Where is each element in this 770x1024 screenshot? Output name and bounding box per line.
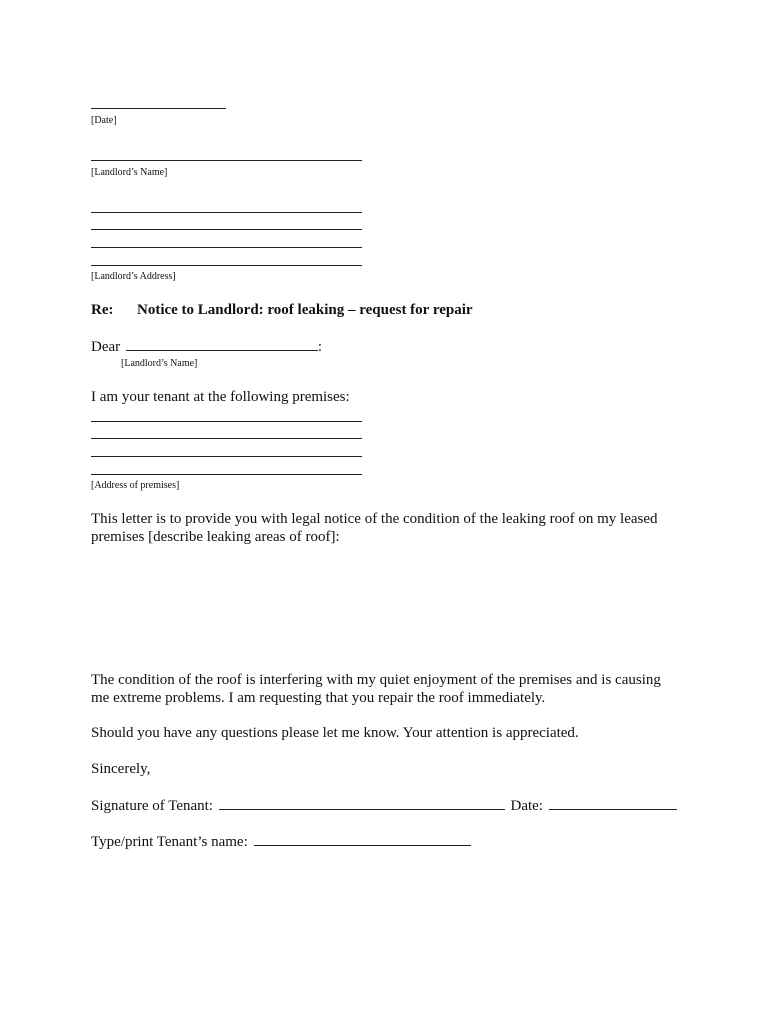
premises-line-1[interactable] bbox=[91, 421, 362, 422]
landlord-name-blank-line[interactable] bbox=[91, 160, 362, 161]
premises-intro: I am your tenant at the following premises: bbox=[91, 389, 350, 405]
premises-line-3[interactable] bbox=[91, 456, 362, 457]
closing-sincerely: Sincerely, bbox=[91, 761, 151, 777]
signature-blank[interactable] bbox=[219, 796, 505, 810]
paragraph-1-line-1: This letter is to provide you with legal notice of the condition of the leaking roof on my leased bbox=[91, 511, 658, 527]
landlord-address-line-4[interactable] bbox=[91, 265, 362, 266]
premises-caption: [Address of premises] bbox=[91, 480, 180, 491]
salutation-word: Dear bbox=[91, 339, 121, 355]
landlord-name-caption: [Landlord’s Name] bbox=[91, 167, 168, 178]
signature-date-blank[interactable] bbox=[549, 796, 677, 810]
signature-row bbox=[91, 796, 677, 816]
premises-line-4[interactable] bbox=[91, 474, 362, 475]
print-name-blank[interactable] bbox=[254, 832, 471, 846]
print-name-row bbox=[91, 832, 471, 852]
date-caption: [Date] bbox=[91, 115, 117, 126]
subject-text: Notice to Landlord: roof leaking – request for repair bbox=[137, 302, 473, 318]
premises-line-2[interactable] bbox=[91, 438, 362, 439]
signature-label: Signature of Tenant: bbox=[91, 798, 213, 814]
subject-prefix: Re: bbox=[91, 302, 114, 318]
paragraph-2-line-1: The condition of the roof is interfering with my quiet enjoyment of the premises and is causing bbox=[91, 672, 661, 688]
landlord-address-line-1[interactable] bbox=[91, 212, 362, 213]
signature-date-label: Date: bbox=[510, 798, 543, 814]
paragraph-2-line-2: me extreme problems. I am requesting that you repair the roof immediately. bbox=[91, 690, 546, 706]
landlord-address-line-3[interactable] bbox=[91, 247, 362, 248]
landlord-address-caption: [Landlord’s Address] bbox=[91, 271, 176, 282]
salutation-caption: [Landlord’s Name] bbox=[121, 358, 198, 369]
paragraph-1-line-2: premises [describe leaking areas of roof]: bbox=[91, 529, 340, 545]
salutation-name-blank[interactable] bbox=[126, 337, 318, 351]
salutation bbox=[91, 337, 322, 357]
salutation-colon: : bbox=[317, 339, 323, 355]
date-blank-line[interactable] bbox=[91, 108, 226, 109]
landlord-address-line-2[interactable] bbox=[91, 229, 362, 230]
paragraph-3: Should you have any questions please let me know. Your attention is appreciated. bbox=[91, 725, 579, 741]
print-name-label: Type/print Tenant’s name: bbox=[91, 834, 248, 850]
